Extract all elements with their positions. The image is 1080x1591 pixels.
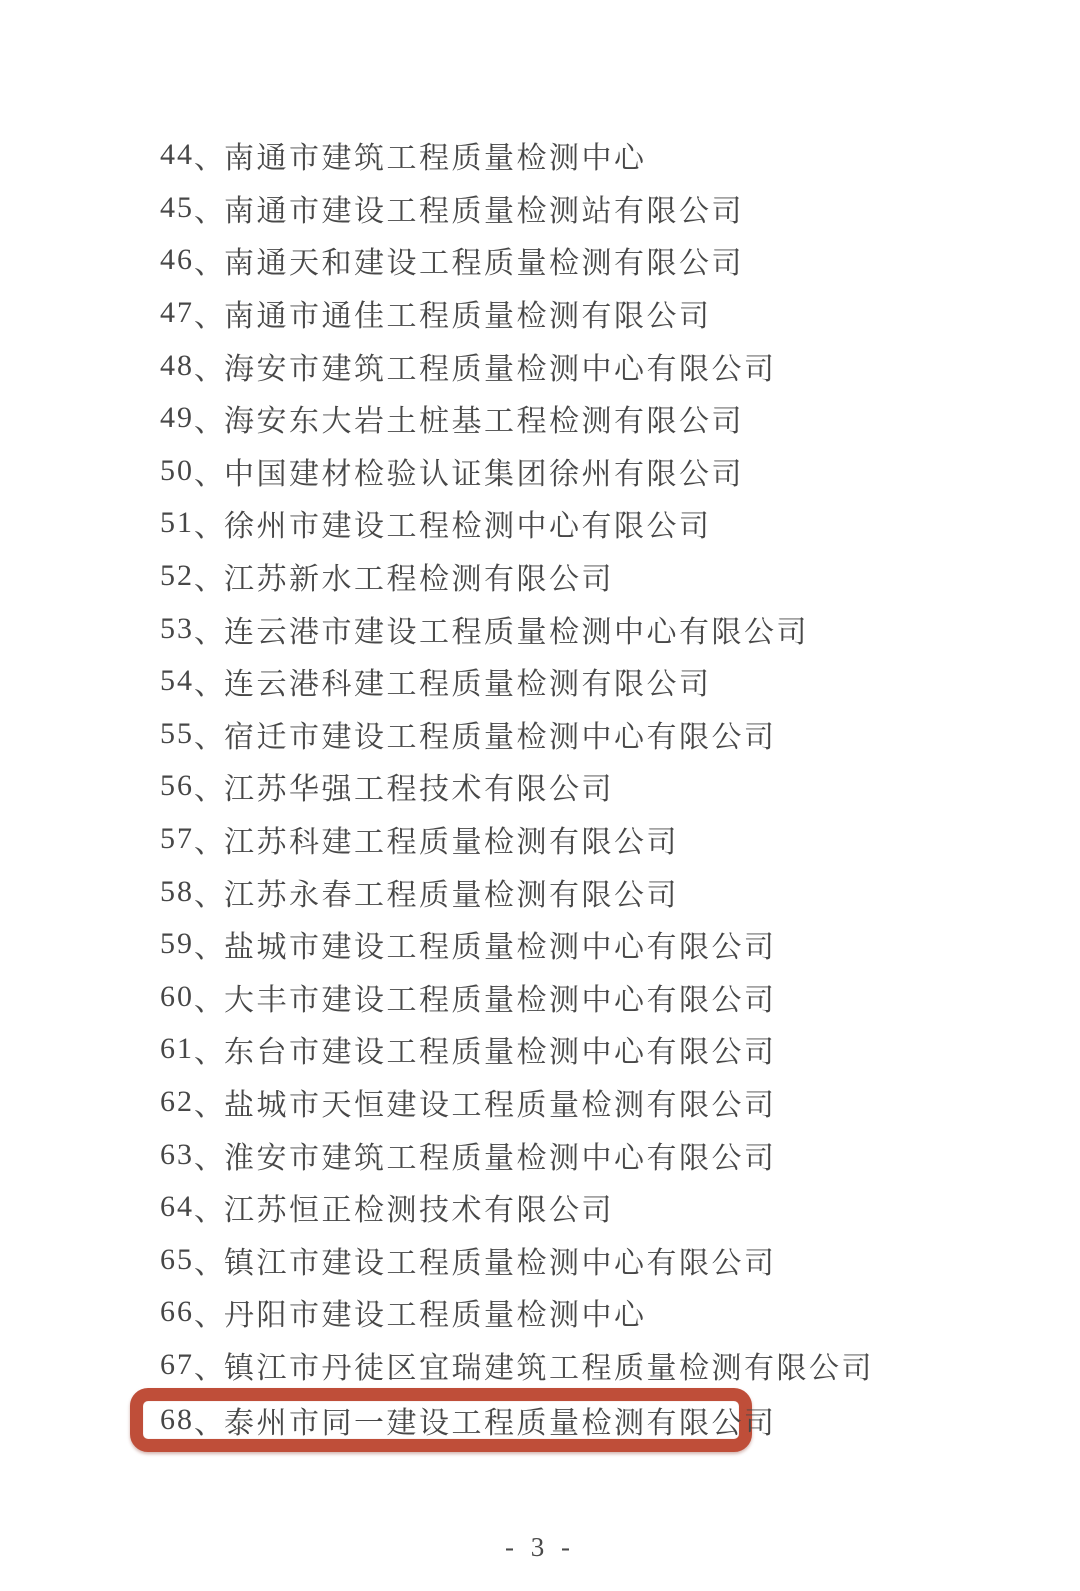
item-separator: 、 [194,1299,224,1333]
item-number: 49 [160,401,194,435]
list-item [160,760,874,813]
item-number: 45 [160,190,194,224]
list-item [160,1339,874,1392]
list-item [160,1128,874,1181]
list-item [160,1076,874,1129]
item-separator: 、 [194,300,224,334]
item-separator: 、 [194,1194,224,1228]
company-name: 江苏永春工程质量检测有限公司 [224,878,679,912]
company-name: 东台市建设工程质量检测中心有限公司 [224,1036,777,1070]
company-name: 南通天和建设工程质量检测有限公司 [224,247,744,281]
company-name: 南通市建筑工程质量检测中心 [224,142,647,176]
company-name: 丹阳市建设工程质量检测中心 [224,1299,647,1333]
company-name: 盐城市建设工程质量检测中心有限公司 [224,931,777,965]
list-item [160,708,874,761]
item-number: 67 [160,1347,194,1381]
item-separator: 、 [194,826,224,860]
company-name: 江苏科建工程质量检测有限公司 [224,826,679,860]
item-number: 62 [160,1084,194,1118]
list-item [160,182,874,235]
list-item [160,287,874,340]
list-item [160,971,874,1024]
company-name: 中国建材检验认证集团徐州有限公司 [224,457,744,491]
list-item [160,1181,874,1234]
list-item [160,1023,874,1076]
item-separator: 、 [194,563,224,597]
item-number: 63 [160,1137,194,1171]
company-name: 镇江市建设工程质量检测中心有限公司 [224,1246,777,1280]
item-separator: 、 [194,510,224,544]
item-number: 60 [160,979,194,1013]
item-separator: 、 [194,194,224,228]
list-item [160,813,874,866]
list-item [160,865,874,918]
list-item [160,234,874,287]
item-separator: 、 [194,352,224,386]
company-name: 宿迁市建设工程质量检测中心有限公司 [224,720,777,754]
company-name: 海安市建筑工程质量检测中心有限公司 [224,352,777,386]
item-number: 52 [160,559,194,593]
item-separator: 、 [194,1088,224,1122]
list-item [160,1401,777,1441]
item-number: 51 [160,506,194,540]
item-number: 55 [160,716,194,750]
item-number: 47 [160,296,194,330]
item-separator: 、 [194,1246,224,1280]
page-footer [0,1532,1080,1563]
item-separator: 、 [194,142,224,176]
item-separator: 、 [194,615,224,649]
item-separator: 、 [194,1407,224,1441]
item-number: 44 [160,138,194,172]
item-number: 53 [160,611,194,645]
item-number: 58 [160,874,194,908]
list-item [160,918,874,971]
company-name: 江苏新水工程检测有限公司 [224,563,614,597]
company-name: 南通市建设工程质量检测站有限公司 [224,194,744,228]
item-separator: 、 [194,983,224,1017]
item-separator: 、 [194,1036,224,1070]
item-separator: 、 [194,668,224,702]
company-list [160,129,874,1452]
item-separator: 、 [194,457,224,491]
company-name: 盐城市天恒建设工程质量检测有限公司 [224,1088,777,1122]
item-number: 64 [160,1190,194,1224]
company-name: 南通市通佳工程质量检测有限公司 [224,300,712,334]
company-name: 泰州市同一建设工程质量检测有限公司 [224,1407,777,1441]
item-number: 59 [160,927,194,961]
list-item [160,129,874,182]
item-number: 66 [160,1295,194,1329]
company-name: 大丰市建设工程质量检测中心有限公司 [224,983,777,1017]
list-item [160,1233,874,1286]
item-number: 54 [160,664,194,698]
company-name: 镇江市丹徒区宜瑞建筑工程质量检测有限公司 [224,1351,874,1385]
item-separator: 、 [194,720,224,754]
item-separator: 、 [194,405,224,439]
item-separator: 、 [194,773,224,807]
list-item [160,339,874,392]
item-number: 56 [160,769,194,803]
list-item [160,392,874,445]
item-number: 61 [160,1032,194,1066]
item-separator: 、 [194,878,224,912]
company-name: 徐州市建设工程检测中心有限公司 [224,510,712,544]
item-separator: 、 [194,1351,224,1385]
item-number: 65 [160,1242,194,1276]
item-number: 48 [160,348,194,382]
company-name: 淮安市建筑工程质量检测中心有限公司 [224,1141,777,1175]
company-name: 江苏恒正检测技术有限公司 [224,1194,614,1228]
list-item [160,602,874,655]
list-item [160,550,874,603]
company-name: 海安东大岩土桩基工程检测有限公司 [224,405,744,439]
item-separator: 、 [194,1141,224,1175]
list-item [160,655,874,708]
item-separator: 、 [194,247,224,281]
highlight-box [130,1388,777,1452]
item-separator: 、 [194,931,224,965]
list-item [160,445,874,498]
item-number: 68 [160,1403,194,1437]
company-name: 连云港科建工程质量检测有限公司 [224,668,712,702]
list-item [160,497,874,550]
list-item [160,1286,874,1339]
company-name: 连云港市建设工程质量检测中心有限公司 [224,615,809,649]
item-number: 46 [160,243,194,277]
item-number: 57 [160,822,194,856]
company-name: 江苏华强工程技术有限公司 [224,773,614,807]
page-number: - 3 - [505,1532,575,1562]
item-number: 50 [160,453,194,487]
